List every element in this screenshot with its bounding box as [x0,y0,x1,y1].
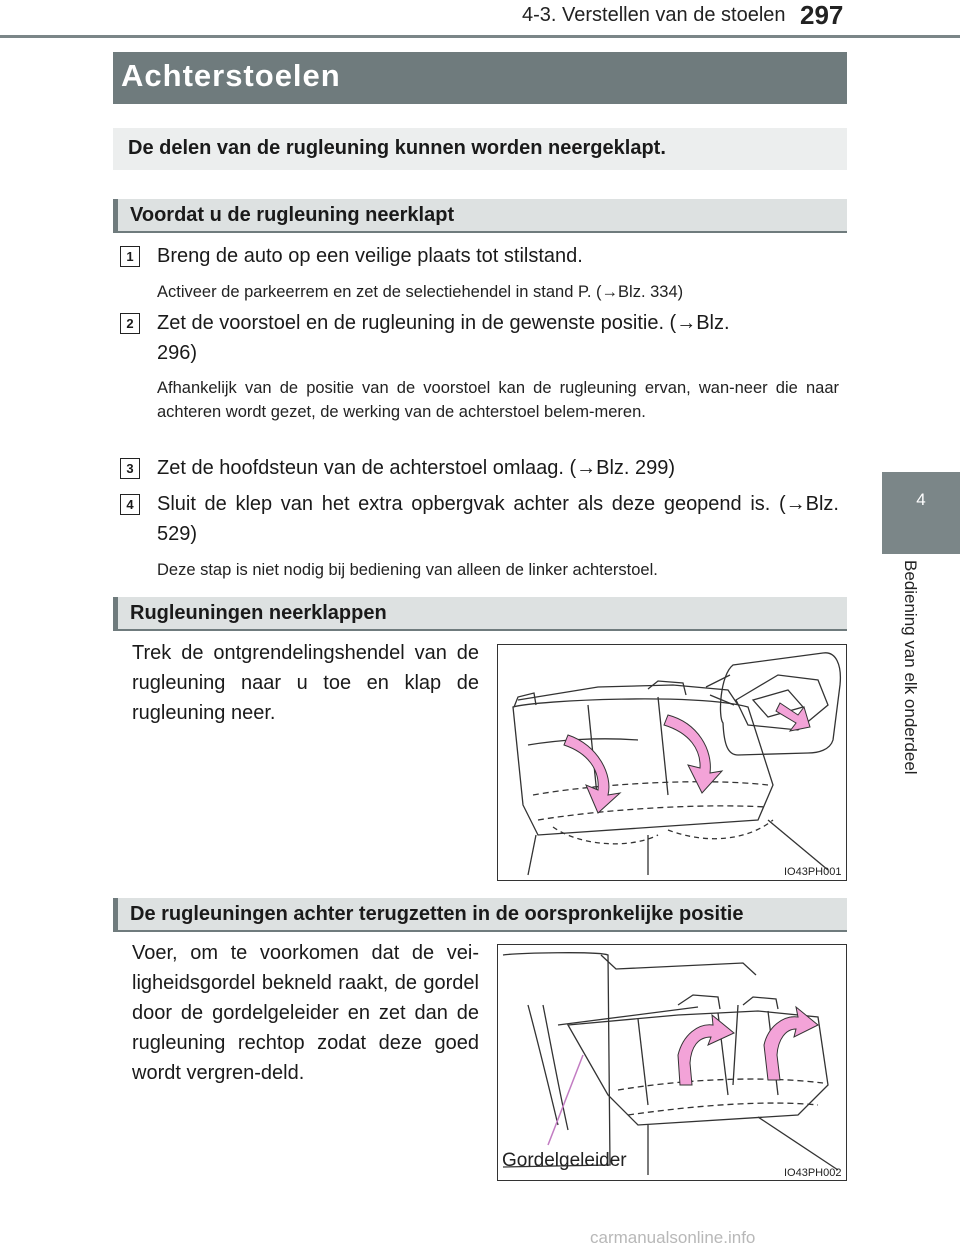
step-text: Zet de hoofdsteun van de achterstoel omlaag. (→Blz. 299) [157,457,676,479]
intro-box: De delen van de rugleuning kunnen worden neergeklapt. [113,128,847,170]
step-note: Afhankelijk van de positie van de voorstoel kan de rugleuning ervan, wan-neer die naar achteren wordt gezet, de werking van de achterstoel belem-meren. [157,379,839,421]
return-instructions: Voer, om te voorkomen dat de vei-ligheidsgordel bekneld raakt, de gordel door de gordelgeleider en zet dan de rugleuning rechtop zodat deze goed wordt vergren-deld. [132,942,479,1084]
subheading-text: Rugleuningen neerklappen [130,602,387,624]
step-number: 1 [120,246,140,267]
running-header: 4-3. Verstellen van de stoelen [522,4,786,26]
step-number: 2 [120,313,140,334]
step-note: Deze stap is niet nodig bij bediening van alleen de linker achterstoel. [157,561,658,579]
subheading-before-folding [113,199,847,233]
page-number: 297 [800,0,844,30]
figure-code: IO43PH001 [784,866,842,878]
subheading-text: Voordat u de rugleuning neerklapt [130,204,455,226]
step-number: 4 [120,494,140,515]
figure-fold-seats [497,644,847,881]
subheading-return-seats [113,898,847,932]
header-rule [0,35,960,38]
subheading-text: De rugleuningen achter terugzetten in de oorspronkelijke positie [130,903,744,925]
chapter-tab [882,472,960,554]
figure-code: IO43PH002 [784,1167,842,1179]
belt-guide-label: Gordelgeleider [502,1150,627,1171]
seat-fold-illustration [498,645,846,880]
chapter-title: Bediening van elk onderdeel [901,560,920,775]
subheading-marker [113,199,118,233]
step-text: Zet de voorstoel en de rugleuning in de gewenste positie. (→Blz. 296) [157,312,730,364]
page-title: Achterstoelen [113,52,847,104]
step-text: Sluit de klep van het extra opbergvak achter als deze geopend is. (→Blz. 529) [157,493,839,545]
figure-return-seats [497,944,847,1181]
step-text: Breng de auto op een veilige plaats tot stilstand. [157,245,583,267]
seat-return-illustration [498,945,846,1180]
fold-instructions: Trek de ontgrendelingshendel van de rugleuning naar u toe en klap de rugleuning neer. [132,642,479,724]
step-number: 3 [120,458,140,479]
subheading-marker [113,597,118,631]
subheading-fold-down [113,597,847,631]
subheading-marker [113,898,118,932]
watermark: carmanualsonline.info [590,1228,756,1247]
chapter-number: 4 [916,490,926,509]
chapter-title-vertical [898,562,922,842]
step-note: Activeer de parkeerrem en zet de selectiehendel in stand P. (→Blz. 334) [157,283,684,301]
